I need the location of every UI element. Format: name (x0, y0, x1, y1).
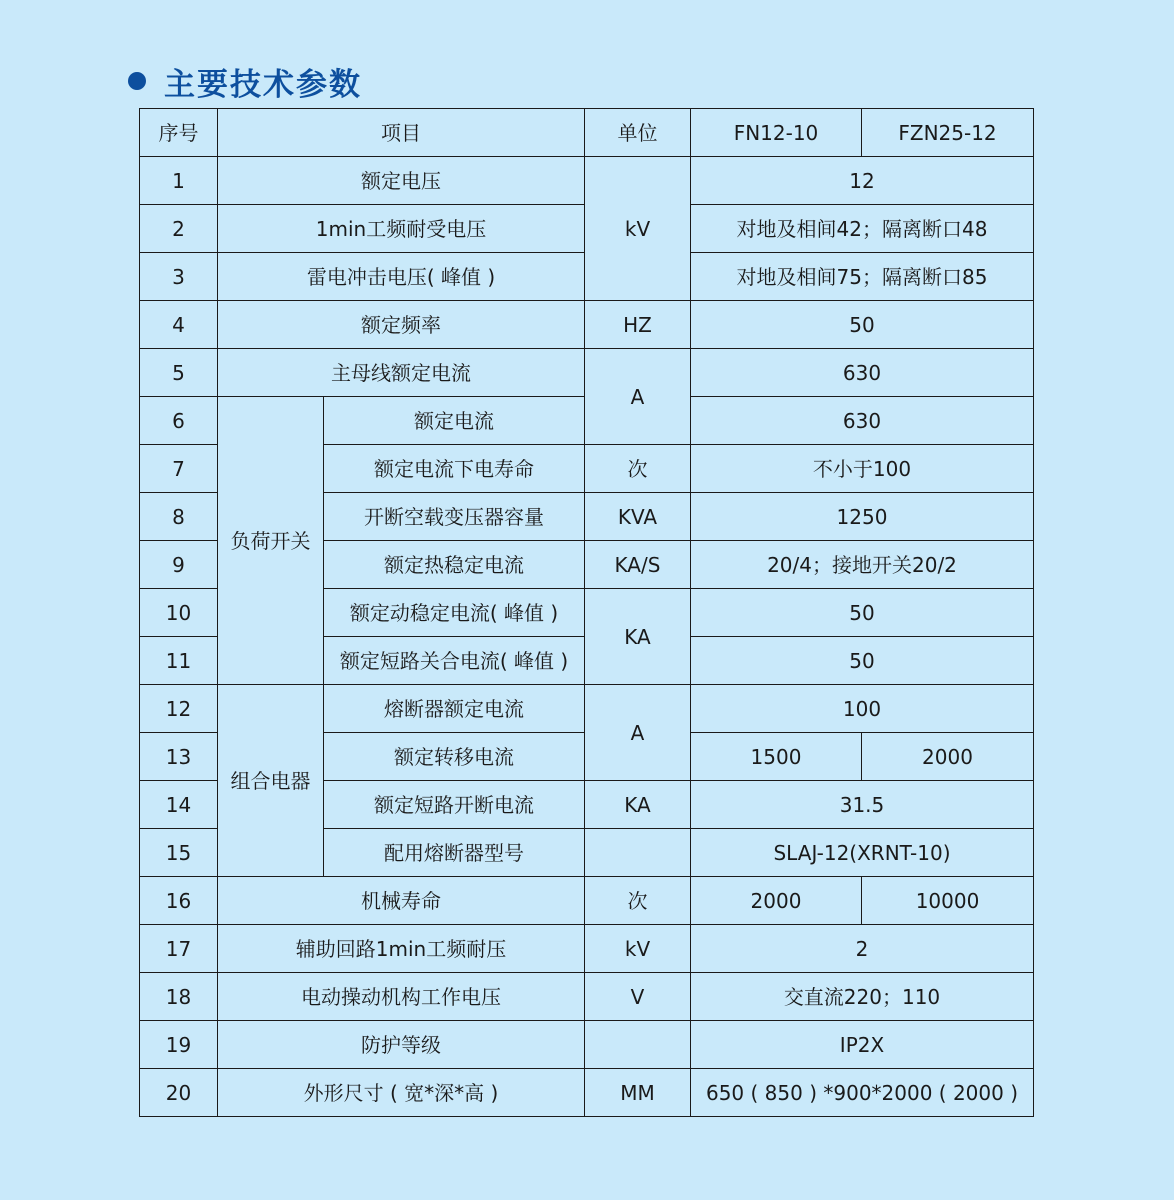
table-row (140, 973, 1034, 1021)
row-value: 50 (691, 637, 1034, 685)
row-item: 额定短路关合电流( 峰值 ) (324, 637, 585, 685)
table-row (140, 685, 1034, 733)
row-item: 额定电流下电寿命 (324, 445, 585, 493)
group-label-combined-apparatus: 组合电器 (218, 685, 324, 877)
row-unit (585, 1021, 691, 1069)
row-seq: 6 (140, 397, 218, 445)
row-value: 对地及相间42；隔离断口48 (691, 205, 1034, 253)
row-value: IP2X (691, 1021, 1034, 1069)
table-row (140, 301, 1034, 349)
row-seq: 12 (140, 685, 218, 733)
row-unit-merged: A (585, 685, 691, 781)
row-item: 额定电压 (218, 157, 585, 205)
row-unit: KA (585, 781, 691, 829)
row-item: 主母线额定电流 (218, 349, 585, 397)
row-item: 雷电冲击电压( 峰值 ) (218, 253, 585, 301)
row-seq: 4 (140, 301, 218, 349)
row-item: 防护等级 (218, 1021, 585, 1069)
row-value-b: 10000 (862, 877, 1034, 925)
row-item: 额定转移电流 (324, 733, 585, 781)
row-item: 额定动稳定电流( 峰值 ) (324, 589, 585, 637)
row-seq: 8 (140, 493, 218, 541)
row-seq: 11 (140, 637, 218, 685)
row-item: 熔断器额定电流 (324, 685, 585, 733)
table-row (140, 877, 1034, 925)
header-model-b: FZN25-12 (862, 109, 1034, 157)
row-seq: 16 (140, 877, 218, 925)
row-unit-merged: kV (585, 157, 691, 301)
table-row (140, 349, 1034, 397)
row-value-a: 1500 (691, 733, 862, 781)
row-value: 650 ( 850 ) *900*2000 ( 2000 ) (691, 1069, 1034, 1117)
row-unit: HZ (585, 301, 691, 349)
table-header-row (140, 109, 1034, 157)
row-value: 20/4；接地开关20/2 (691, 541, 1034, 589)
row-value: 交直流220；110 (691, 973, 1034, 1021)
row-item: 额定频率 (218, 301, 585, 349)
section-title: 主要技术参数 (164, 66, 362, 103)
row-seq: 2 (140, 205, 218, 253)
row-item: 机械寿命 (218, 877, 585, 925)
row-item: 开断空载变压器容量 (324, 493, 585, 541)
header-item: 项目 (218, 109, 585, 157)
bullet-icon (128, 72, 146, 90)
row-seq: 5 (140, 349, 218, 397)
row-unit: 次 (585, 445, 691, 493)
row-unit (585, 829, 691, 877)
header-seq: 序号 (140, 109, 218, 157)
table-row (140, 925, 1034, 973)
row-unit: MM (585, 1069, 691, 1117)
row-item: 额定热稳定电流 (324, 541, 585, 589)
row-item: 额定短路开断电流 (324, 781, 585, 829)
row-unit: V (585, 973, 691, 1021)
row-item: 配用熔断器型号 (324, 829, 585, 877)
row-value: 2 (691, 925, 1034, 973)
row-value: 12 (691, 157, 1034, 205)
row-seq: 20 (140, 1069, 218, 1117)
row-unit-merged: A (585, 349, 691, 445)
row-value: 50 (691, 589, 1034, 637)
table-row (140, 157, 1034, 205)
group-label-load-switch: 负荷开关 (218, 397, 324, 685)
row-unit: KVA (585, 493, 691, 541)
row-seq: 9 (140, 541, 218, 589)
row-seq: 17 (140, 925, 218, 973)
row-item: 辅助回路1min工频耐压 (218, 925, 585, 973)
row-seq: 3 (140, 253, 218, 301)
row-seq: 15 (140, 829, 218, 877)
row-value: SLAJ-12(XRNT-10) (691, 829, 1034, 877)
row-seq: 13 (140, 733, 218, 781)
section-heading (128, 56, 362, 106)
header-model-a: FN12-10 (691, 109, 862, 157)
table-row (140, 1069, 1034, 1117)
row-seq: 7 (140, 445, 218, 493)
row-seq: 14 (140, 781, 218, 829)
row-value-a: 2000 (691, 877, 862, 925)
row-seq: 19 (140, 1021, 218, 1069)
row-item: 外形尺寸 ( 宽*深*高 ) (218, 1069, 585, 1117)
row-item: 1min工频耐受电压 (218, 205, 585, 253)
row-seq: 10 (140, 589, 218, 637)
row-value-b: 2000 (862, 733, 1034, 781)
row-value: 100 (691, 685, 1034, 733)
row-seq: 18 (140, 973, 218, 1021)
row-item: 额定电流 (324, 397, 585, 445)
spec-table (139, 108, 1034, 1117)
row-seq: 1 (140, 157, 218, 205)
row-unit: 次 (585, 877, 691, 925)
row-unit: kV (585, 925, 691, 973)
row-value: 对地及相间75；隔离断口85 (691, 253, 1034, 301)
row-item: 电动操动机构工作电压 (218, 973, 585, 1021)
row-value: 630 (691, 349, 1034, 397)
header-unit: 单位 (585, 109, 691, 157)
row-value: 31.5 (691, 781, 1034, 829)
row-value: 1250 (691, 493, 1034, 541)
row-value: 50 (691, 301, 1034, 349)
row-value: 630 (691, 397, 1034, 445)
table-row (140, 1021, 1034, 1069)
row-value: 不小于100 (691, 445, 1034, 493)
row-unit: KA/S (585, 541, 691, 589)
row-unit-merged: KA (585, 589, 691, 685)
